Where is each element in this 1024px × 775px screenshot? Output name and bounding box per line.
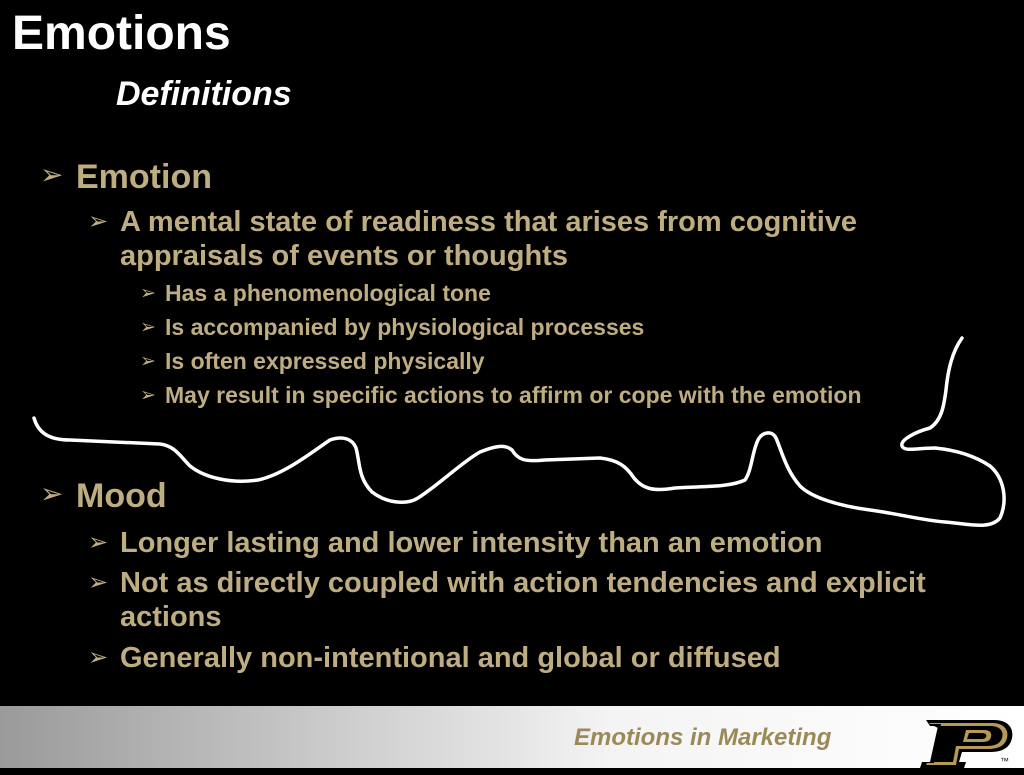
- bullet-emotion: [40, 158, 212, 197]
- arrow-bullet-icon: ➢: [88, 208, 109, 235]
- mood-bullet-text: Generally non-intentional and global or diffused: [120, 642, 781, 674]
- sub-bullet: [140, 348, 940, 375]
- mood-bullet: [88, 566, 988, 634]
- section-heading: Mood: [76, 477, 167, 515]
- arrow-bullet-icon: ➢: [40, 478, 64, 509]
- arrow-bullet-icon: ➢: [140, 317, 156, 338]
- sub-bullet: [140, 280, 940, 307]
- arrow-bullet-icon: ➢: [40, 159, 64, 190]
- section-heading: Emotion: [76, 158, 212, 196]
- mood-bullet-text: Longer lasting and lower intensity than an emotion: [120, 527, 823, 559]
- arrow-bullet-icon: ➢: [140, 283, 156, 304]
- trademark-mark: ™: [1000, 756, 1009, 766]
- arrow-bullet-icon: ➢: [88, 644, 109, 671]
- arrow-bullet-icon: ➢: [140, 351, 156, 372]
- arrow-bullet-icon: ➢: [140, 385, 156, 406]
- mood-bullet-text: Not as directly coupled with action tendencies and explicit actions: [120, 567, 926, 633]
- purdue-p-logo: [916, 714, 1016, 770]
- footer-text: Emotions in Marketing: [574, 724, 832, 751]
- sub-bullet-text: Is accompanied by physiological processes: [165, 314, 645, 340]
- sub-bullet-text: Is often expressed physically: [165, 348, 485, 374]
- arrow-bullet-icon: ➢: [88, 569, 109, 596]
- definition-text: A mental state of readiness that arises from cognitive appraisals of events or thoughts: [120, 206, 858, 272]
- sub-bullet: [140, 314, 940, 341]
- bullet-emotion-definition: [88, 205, 858, 273]
- slide-subtitle: Definitions: [116, 75, 292, 113]
- bullet-mood: [40, 477, 167, 516]
- mood-bullet: [88, 641, 988, 675]
- footer-bar: [0, 706, 1024, 768]
- slide-title: Emotions: [12, 7, 231, 60]
- sub-bullet-text: May result in specific actions to affirm or cope with the emotion: [165, 382, 862, 408]
- mood-bullet: [88, 526, 988, 560]
- sub-bullet-text: Has a phenomenological tone: [165, 280, 491, 306]
- sub-bullet: [140, 382, 930, 409]
- arrow-bullet-icon: ➢: [88, 529, 109, 556]
